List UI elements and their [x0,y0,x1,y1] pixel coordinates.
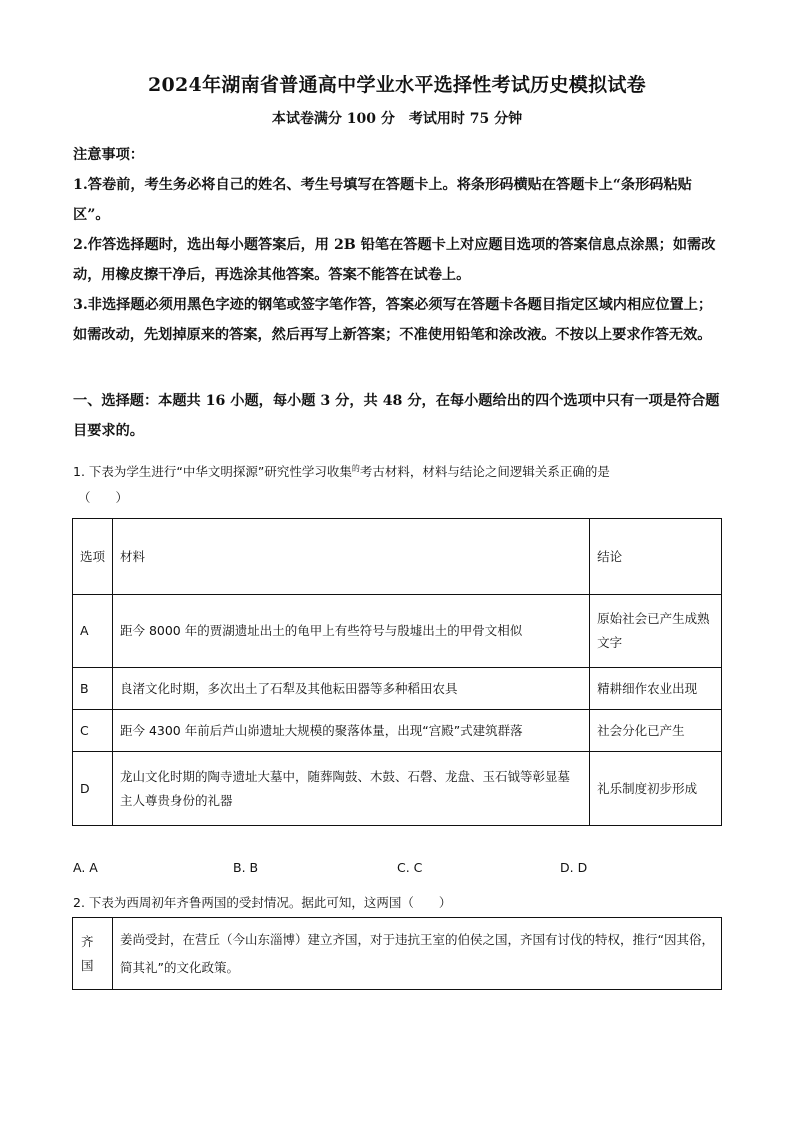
note-item-3: 3.非选择题必须用黑色字迹的钢笔或签字笔作答，答案必须写在答题卡各题目指定区域内相应位置上；如需改动，先划掉原来的答案，然后再写上新答案；不准使用铅笔和涂改液。不按以上要求作答无效。 [73,297,713,343]
row-material: 距今 8000 年的贾湖遗址出土的龟甲上有些符号与殷墟出土的甲骨文相似 [112,595,589,668]
option-c[interactable]: C. C [397,860,423,875]
question-2-stem: 2. 下表为西周初年齐鲁两国的受封情况。据此可知，这两国（ ） [73,895,452,910]
row-text: 姜尚受封，在营丘（今山东淄博）建立齐国，对于违抗王室的伯侯之国，齐国有讨伐的特权，推行“因其俗，简其礼”的文化政策。 [112,918,721,990]
q1-stem-sup: 的 [351,464,360,473]
option-a[interactable]: A. A [73,860,98,875]
row-label: 齐国 [73,918,113,990]
header-option: 选项 [73,519,113,595]
section-heading [73,386,723,446]
row-material: 龙山文化时期的陶寺遗址大墓中，随葬陶鼓、木鼓、石磬、龙盘、玉石钺等彰显墓主人尊贵身份的礼器 [112,752,589,826]
row-conclusion: 社会分化已产生 [590,710,722,752]
section-1-text: 一、选择题：本题共 16 小题，每小题 3 分，共 48 分，在每小题给出的四个选项中只有一项是符合题目要求的。 [73,393,720,439]
row-material: 良渚文化时期，多次出土了石犁及其他耘田器等多种稻田农具 [112,668,589,710]
table-header-row [73,519,722,595]
q1-answer-paren: （ ） [78,490,129,506]
row-conclusion: 原始社会已产生成熟文字 [590,595,722,668]
header-conclusion: 结论 [590,519,722,595]
q1-stem-part-a: 1. 下表为学生进行“中华文明探源”研究性学习收集 [73,464,352,480]
option-b[interactable]: B. B [233,860,259,875]
row-conclusion: 精耕细作农业出现 [590,668,722,710]
table-row [73,918,722,990]
question-1-table [72,518,722,826]
question-1-stem [73,456,723,511]
row-option: D [73,752,113,826]
row-conclusion: 礼乐制度初步形成 [590,752,722,826]
exam-title: 2024年湖南省普通高中学业水平选择性考试历史模拟试卷 [148,74,646,96]
table-row [73,595,722,668]
header-material: 材料 [112,519,589,595]
row-option: C [73,710,113,752]
q1-stem-part-b: 考古材料，材料与结论之间逻辑关系正确的是 [359,464,610,480]
notes-heading: 注意事项： [73,147,144,163]
notes-block [73,140,723,350]
exam-subtitle: 本试卷满分 100 分 考试用时 75 分钟 [271,111,523,127]
table-row [73,752,722,826]
table-row [73,668,722,710]
option-d[interactable]: D. D [560,860,588,875]
question-2-table [72,917,722,990]
note-item-2: 2.作答选择题时，选出每小题答案后，用 2B 铅笔在答题卡上对应题目选项的答案信息点涂黑；如需改动，用橡皮擦干净后，再选涂其他答案。答案不能答在试卷上。 [73,237,716,283]
table-row [73,710,722,752]
note-item-1: 1.答卷前，考生务必将自己的姓名、考生号填写在答题卡上。将条形码横贴在答题卡上“条形码粘贴区”。 [73,177,692,223]
row-material: 距今 4300 年前后芦山峁遗址大规模的聚落体量，出现“宫殿”式建筑群落 [112,710,589,752]
row-option: A [73,595,113,668]
row-option: B [73,668,113,710]
